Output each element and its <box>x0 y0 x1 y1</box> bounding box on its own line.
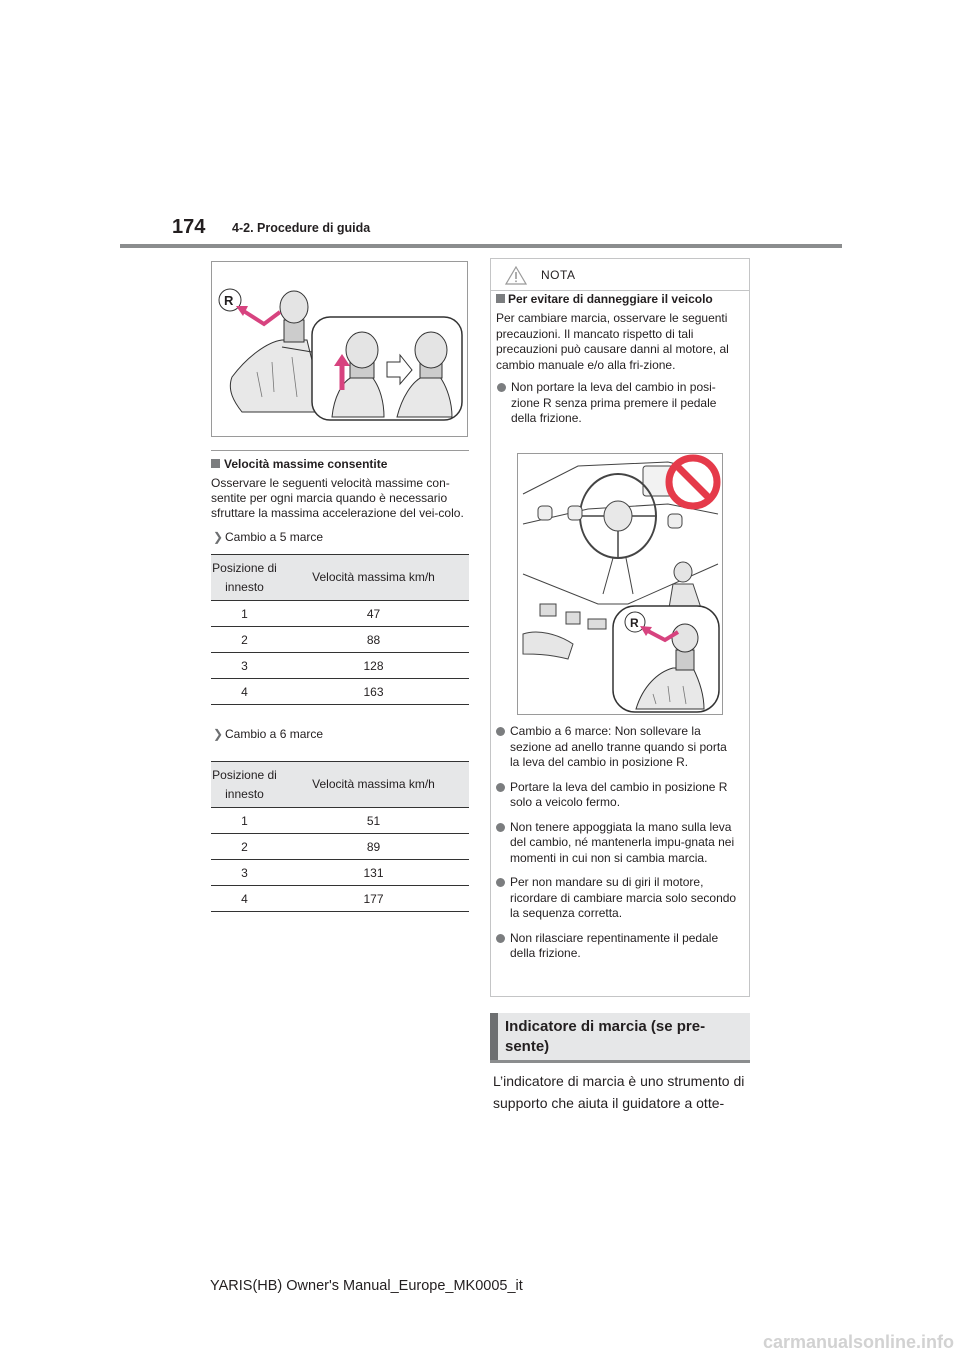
speed-subheading: Velocità massime consentite <box>211 457 469 472</box>
bullet-dot-icon <box>497 383 506 392</box>
square-bullet-icon <box>211 459 220 468</box>
col-header-speed: Velocità massima km/h <box>278 762 469 808</box>
bullet-dot-icon <box>496 934 505 943</box>
divider <box>211 450 469 451</box>
col-header-speed: Velocità massima km/h <box>278 555 469 601</box>
table-row: 2 88 <box>211 627 469 653</box>
table-row: 2 89 <box>211 834 469 860</box>
dashboard-figure <box>517 453 723 715</box>
heading-accent-bar <box>490 1013 498 1060</box>
table-row: 3 128 <box>211 653 469 679</box>
nota-bullet: Per non mandare su di giri il motore, ricordare di cambiare marcia solo secondo la sequenza corretta. <box>495 875 745 922</box>
nota-bullet: Non rilasciare repentinamente il pedale della frizione. <box>495 931 745 962</box>
speed-table-6 <box>211 761 469 912</box>
nota-bullet: Portare la leva del cambio in posizione R solo a veicolo fermo. <box>495 780 745 811</box>
nota-bullet: Non tenere appoggiata la mano sulla leva del cambio, né mantenerla impu-gnata nei momenti in cui non si cambia marcia. <box>495 820 745 867</box>
gear-r-label: R <box>630 616 639 630</box>
speed-table-5 <box>211 554 469 705</box>
nota-bullets <box>495 724 745 962</box>
table-row: 1 51 <box>211 808 469 834</box>
table-row: 4 177 <box>211 886 469 912</box>
indicator-heading <box>490 1013 750 1063</box>
table-row: 4 163 <box>211 679 469 705</box>
speed-paragraph: Osservare le seguenti velocità massime con-sentite per ogni marcia quando è necessario sfruttare la massima accelerazione del vei-colo. <box>211 476 464 520</box>
gear-lever-illustration <box>212 262 467 436</box>
indicator-paragraph: L’indicatore di marcia è uno strumento di supporto che aiuta il guidatore a otte- <box>493 1073 745 1111</box>
chevron-right-icon: ❯ <box>213 727 224 741</box>
dashboard-illustration <box>518 454 722 714</box>
gear-r-label: R <box>224 293 234 308</box>
bullet-dot-icon <box>496 878 505 887</box>
nota-label: NOTA <box>541 268 576 282</box>
indicator-heading-text: Indicatore di marcia (se pre-sente) <box>505 1018 706 1055</box>
col-header-position: Posizione di innesto <box>211 762 278 808</box>
table-row: 1 47 <box>211 601 469 627</box>
table-row: 3 131 <box>211 860 469 886</box>
nota-bullet: Non portare la leva del cambio in posi-zione R senza prima premere il pedale della frizione. <box>496 380 749 427</box>
section-title: 4-2. Procedure di guida <box>232 221 371 235</box>
bullet-dot-icon <box>496 727 505 736</box>
col-header-position: Posizione di innesto <box>211 555 278 601</box>
left-column <box>211 450 469 912</box>
nota-bullet: Cambio a 6 marce: Non sollevare la sezione ad anello tranne quando si porta la leva del cambio in posizione R. <box>495 724 745 771</box>
chevron-right-icon: ❯ <box>213 530 224 544</box>
warning-triangle-icon <box>505 266 527 285</box>
nota-header <box>491 259 749 291</box>
gear-lever-figure <box>211 261 468 437</box>
table-caption-6-speed: ❯ Cambio a 6 marce <box>213 727 324 741</box>
header-rule <box>120 244 842 248</box>
footer: YARIS(HB) Owner's Manual_Europe_MK0005_it <box>210 1278 523 1294</box>
bullet-dot-icon <box>496 783 505 792</box>
bullet-dot-icon <box>496 823 505 832</box>
watermark: carmanualsonline.info <box>762 1332 954 1352</box>
nota-subheading: Per evitare di danneggiare il veicolo <box>496 292 749 307</box>
nota-paragraph: Per cambiare marcia, osservare le seguenti precauzioni. Il mancato rispetto di tali precauzioni può causare danni al motore, al cambio manuale e/o alla fri-zione. <box>496 311 729 372</box>
square-bullet-icon <box>496 294 505 303</box>
page-number: 174 <box>172 216 206 238</box>
table-caption-5-speed: ❯ Cambio a 5 marce <box>213 530 324 544</box>
